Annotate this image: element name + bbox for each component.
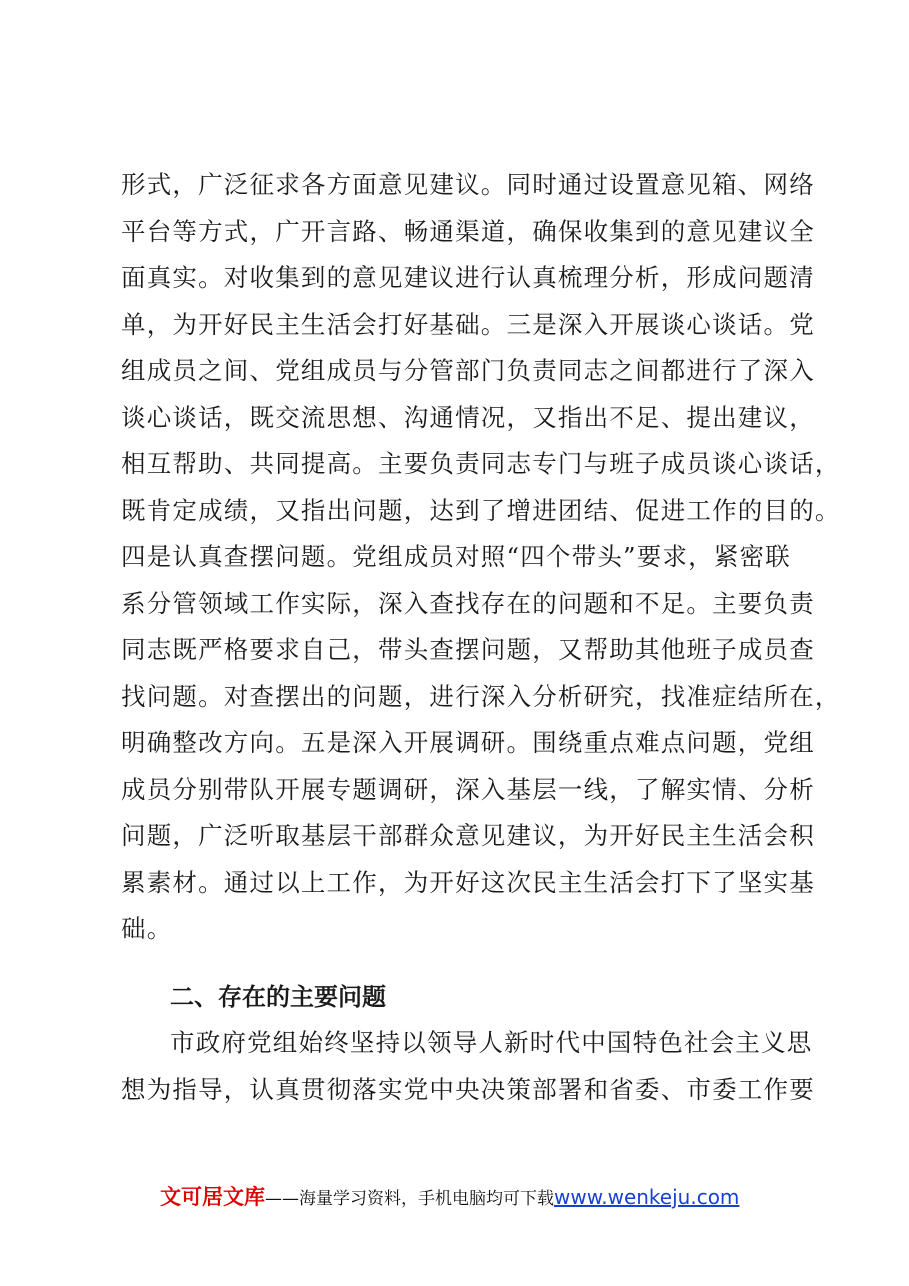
text-line: 既肯定成绩，又指出问题，达到了增进团结、促进工作的目的。: [121, 495, 841, 525]
paragraph-1: [121, 162, 841, 953]
text-line: 组成员之间、党组成员与分管部门负责同志之间都进行了深入: [121, 356, 815, 385]
text-line: 累素材。通过以上工作，为开好这次民主生活会打下了坚实基: [121, 867, 815, 897]
text-line: 形式，广泛征求各方面意见建议。同时通过设置意见箱、网络: [121, 170, 815, 199]
footer-url-link[interactable]: www.wenkeju.com: [554, 1185, 740, 1209]
footer-brand: 文可居文库: [160, 1185, 265, 1209]
text-line: 础。: [121, 914, 173, 943]
text-line: 单，为开好民主生活会打好基础。三是深入开展谈心谈话。党: [121, 309, 815, 339]
text-line: 同志既严格要求自己，带头查摆问题，又帮助其他班子成员查: [121, 635, 815, 664]
footer-banner: [160, 1182, 739, 1212]
section-heading: 二、存在的主要问题: [170, 983, 386, 1011]
text-line: 面真实。对收集到的意见建议进行认真梳理分析，形成问题清: [121, 263, 815, 292]
text-line: 成员分别带队开展专题调研，深入基层一线，了解实情、分析: [121, 774, 815, 804]
text-line: 平台等方式，广开言路、畅通渠道，确保收集到的意见建议全: [121, 216, 815, 246]
text-line: 想为指导，认真贯彻落实党中央决策部署和省委、市委工作要: [121, 1074, 815, 1104]
text-line: 相互帮助、共同提高。主要负责同志专门与班子成员谈心谈话，: [121, 449, 841, 478]
text-line: 市政府党组始终坚持以领导人新时代中国特色社会主义思: [170, 1028, 813, 1057]
text-line: 问题，广泛听取基层干部群众意见建议，为开好民主生活会积: [121, 821, 815, 850]
text-line: 明确整改方向。五是深入开展调研。围绕重点难点问题，党组: [121, 728, 815, 757]
text-line: 谈心谈话，既交流思想、沟通情况，又指出不足、提出建议，: [121, 402, 815, 432]
text-line: 找问题。对查摆出的问题，进行深入分析研究，找准症结所在，: [121, 681, 841, 711]
paragraph-2: [121, 1020, 815, 1113]
footer-slogan: ——海量学习资料，手机电脑均可下载: [265, 1189, 554, 1209]
text-line: 系分管领域工作实际，深入查找存在的问题和不足。主要负责: [121, 588, 815, 618]
text-line: 四是认真查摆问题。党组成员对照“四个带头”要求，紧密联: [121, 542, 791, 571]
